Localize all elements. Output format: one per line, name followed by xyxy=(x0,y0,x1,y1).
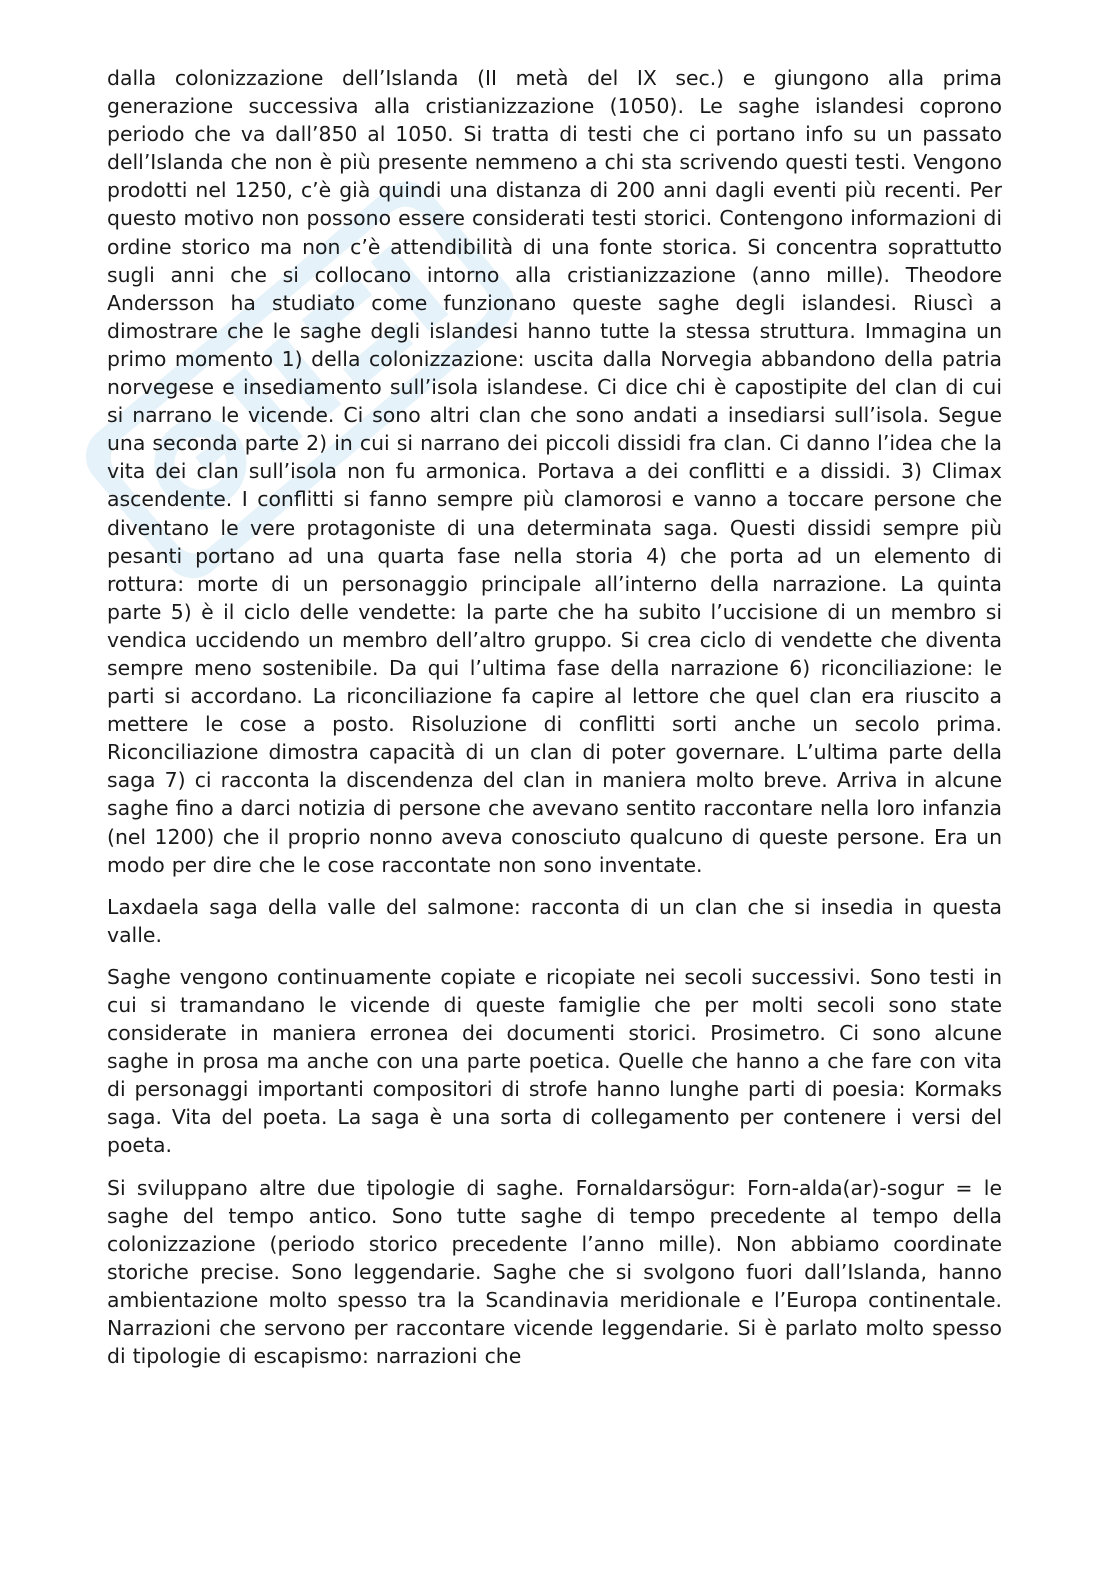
document-page xyxy=(107,64,1002,1384)
paragraph-saga-structure: dalla colonizzazione dell’Islanda (II metà del IX sec.) e giungono alla prima generazione successiva alla cristianizzazione (1050). Le saghe islandesi coprono periodo che va dall’850 al 1050. Si tratta di testi che ci portano info su un passato dell’Islanda che non è più presente nemmeno a chi sta scrivendo questi testi. Vengono prodotti nel 1250, c’è già quindi una distanza di 200 anni dagli eventi più recenti. Per questo motivo non possono essere considerati testi storici. Contengono informazioni di ordine storico ma non c’è attendibilità di una fonte storica. Si concentra soprattutto sugli anni che si collocano intorno alla cristianizzazione (anno mille). Theodore Andersson ha studiato come funzionano queste saghe degli islandesi. Riuscì a dimostrare che le saghe degli islandesi hanno tutte la stessa struttura. Immagina un primo momento 1) della colonizzazione: uscita dalla Norvegia abbandono della patria norvegese e insediamento sull’isola islandese. Ci dice chi è capostipite del clan di cui si narrano le vicende. Ci sono altri clan che sono andati a insediarsi sull’isola. Segue una seconda parte 2) in cui si narrano dei piccoli dissidi fra clan. Ci danno l’idea che la vita dei clan sull’isola non fu armonica. Portava a dei conflitti e a dissidi. 3) Climax ascendente. I conflitti si fanno sempre più clamorosi e vanno a toccare persone che diventano le vere protagoniste di una determinata saga. Questi dissidi sempre più pesanti portano ad una quarta fase nella storia 4) che porta ad un elemento di rottura: morte di un personaggio principale all’interno della narrazione. La quinta parte 5) è il ciclo delle vendette: la parte che ha subito l’uccisione di un membro si vendica uccidendo un membro dell’altro gruppo. Si crea ciclo di vendette che diventa sempre meno sostenibile. Da qui l’ultima fase della narrazione 6) riconciliazione: le parti si accordano. La riconciliazione fa capire al lettore che quel clan era riuscito a mettere le cose a posto. Risoluzione di conflitti sorti anche un secolo prima. Riconciliazione dimostra capacità di un clan di poter governare. L’ultima parte della saga 7) ci racconta la discendenza del clan in maniera molto breve. Arriva in alcune saghe fino a darci notizia di persone che avevano sentito raccontare nella loro infanzia (nel 1200) che il proprio nonno aveva conosciuto qualcuno di queste persone. Era un modo per dire che le cose raccontate non sono inventate. xyxy=(107,66,1002,877)
paragraph-prosimetro: Saghe vengono continuamente copiate e ricopiate nei secoli successivi. Sono testi in cui si tramandano le vicende di queste famiglie che per molti secoli sono state considerate in maniera erronea dei documenti storici. Prosimetro. Ci sono alcune saghe in prosa ma anche con una parte poetica. Quelle che hanno a che fare con vita di personaggi importanti compositori di strofe hanno lunghe parti di poesia: Kormaks saga. Vita del poeta. La saga è una sorta di collegamento per contenere i versi del poeta. xyxy=(107,964,1002,1158)
paragraph-fornaldarsogur: Si sviluppano altre due tipologie di saghe. Fornaldarsögur: Forn-alda(ar)-sogur = le saghe del tempo antico. Sono tutte saghe di tempo precedente al tempo della colonizzazione (periodo storico precedente l’anno mille). Non abbiamo coordinate storiche precise. Sono leggendarie. Saghe che si svolgono fuori dall’Islanda, hanno ambientazione molto spesso tra la Scandinavia meridionale e l’Europa continentale. Narrazioni che servono per raccontare vicende leggendarie. Si è parlato molto spesso di tipologie di escapismo: narrazioni che xyxy=(107,1175,1002,1369)
paragraph-laxdaela-saga: Laxdaela saga della valle del salmone: racconta di un clan che si insedia in questa valle. xyxy=(107,894,1002,947)
